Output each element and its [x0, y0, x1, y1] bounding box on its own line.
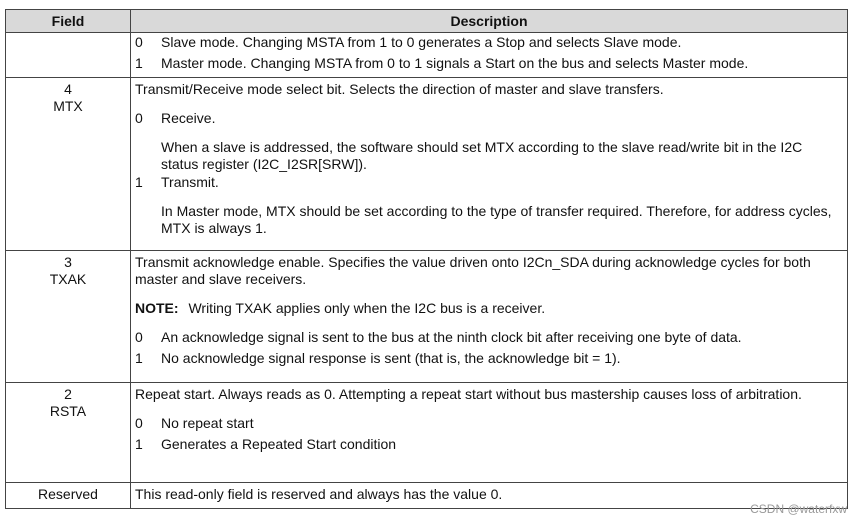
field-bit-number: 2 — [64, 386, 72, 402]
option-number: 1 — [135, 174, 143, 190]
option-detail: In Master mode, MTX should be set according to the type of transfer required. Therefore, for address cycles, MTX is always 1. — [161, 203, 832, 236]
field-description-table — [5, 9, 848, 509]
field-name: Reserved — [38, 486, 98, 502]
option-item — [135, 110, 841, 127]
register-field-table — [5, 9, 848, 509]
option-item — [135, 174, 841, 191]
table-row-reserved — [6, 483, 848, 509]
option-item — [135, 415, 841, 432]
option-text: No repeat start — [161, 415, 254, 431]
header-field: Field — [6, 10, 131, 33]
option-item — [135, 55, 841, 72]
option-item — [135, 350, 841, 367]
description-cell — [131, 78, 848, 251]
field-intro: Repeat start. Always reads as 0. Attempting a repeat start without bus mastership causes loss of arbitration. — [135, 386, 802, 402]
option-detail: When a slave is addressed, the software should set MTX according to the slave read/write bit in the I2C status register (I2C_I2SR[SRW]). — [161, 139, 803, 172]
header-description: Description — [131, 10, 848, 33]
table-row-rsta — [6, 383, 848, 483]
table-header-row — [6, 10, 848, 33]
description-cell — [131, 383, 848, 483]
field-cell — [6, 33, 131, 78]
description-cell — [131, 251, 848, 383]
field-intro: This read-only field is reserved and always has the value 0. — [135, 486, 503, 502]
option-number: 1 — [135, 55, 143, 71]
field-bit-number: 4 — [64, 81, 72, 97]
option-text: Slave mode. Changing MSTA from 1 to 0 generates a Stop and selects Slave mode. — [161, 34, 682, 50]
field-bit-number: 3 — [64, 254, 72, 270]
description-cell — [131, 33, 848, 78]
option-text: Generates a Repeated Start condition — [161, 436, 397, 452]
field-name: RSTA — [49, 403, 87, 419]
field-intro: Transmit/Receive mode select bit. Selects the direction of master and slave transfers. — [135, 81, 664, 97]
table-row-msta — [6, 33, 848, 78]
field-cell — [6, 483, 131, 509]
field-cell — [6, 251, 131, 383]
option-number: 0 — [135, 415, 143, 431]
field-name: MTX — [53, 98, 83, 114]
description-cell — [131, 483, 848, 509]
option-text: Transmit. — [161, 174, 219, 190]
option-text: No acknowledge signal response is sent (that is, the acknowledge bit = 1). — [161, 350, 621, 366]
option-number: 1 — [135, 350, 143, 366]
field-name: TXAK — [49, 271, 87, 287]
option-text: An acknowledge signal is sent to the bus at the ninth clock bit after receiving one byte of data. — [161, 329, 742, 345]
option-number: 0 — [135, 110, 143, 126]
option-number: 0 — [135, 34, 143, 50]
watermark: CSDN @waterfxw — [750, 502, 847, 516]
option-number: 0 — [135, 329, 143, 345]
table-row-txak — [6, 251, 848, 383]
field-cell — [6, 78, 131, 251]
note — [135, 300, 841, 317]
field-intro: Transmit acknowledge enable. Specifies the value driven onto I2Cn_SDA during acknowledge cycles for both master and slave receivers. — [135, 254, 811, 287]
note-label: NOTE: — [135, 300, 179, 316]
option-item — [135, 329, 841, 346]
option-item — [135, 34, 841, 51]
field-cell — [6, 383, 131, 483]
option-text: Master mode. Changing MSTA from 0 to 1 signals a Start on the bus and selects Master mode. — [161, 55, 749, 71]
option-number: 1 — [135, 436, 143, 452]
option-item — [135, 436, 841, 453]
table-row-mtx — [6, 78, 848, 251]
option-text: Receive. — [161, 110, 216, 126]
note-text: Writing TXAK applies only when the I2C bus is a receiver. — [188, 300, 546, 316]
